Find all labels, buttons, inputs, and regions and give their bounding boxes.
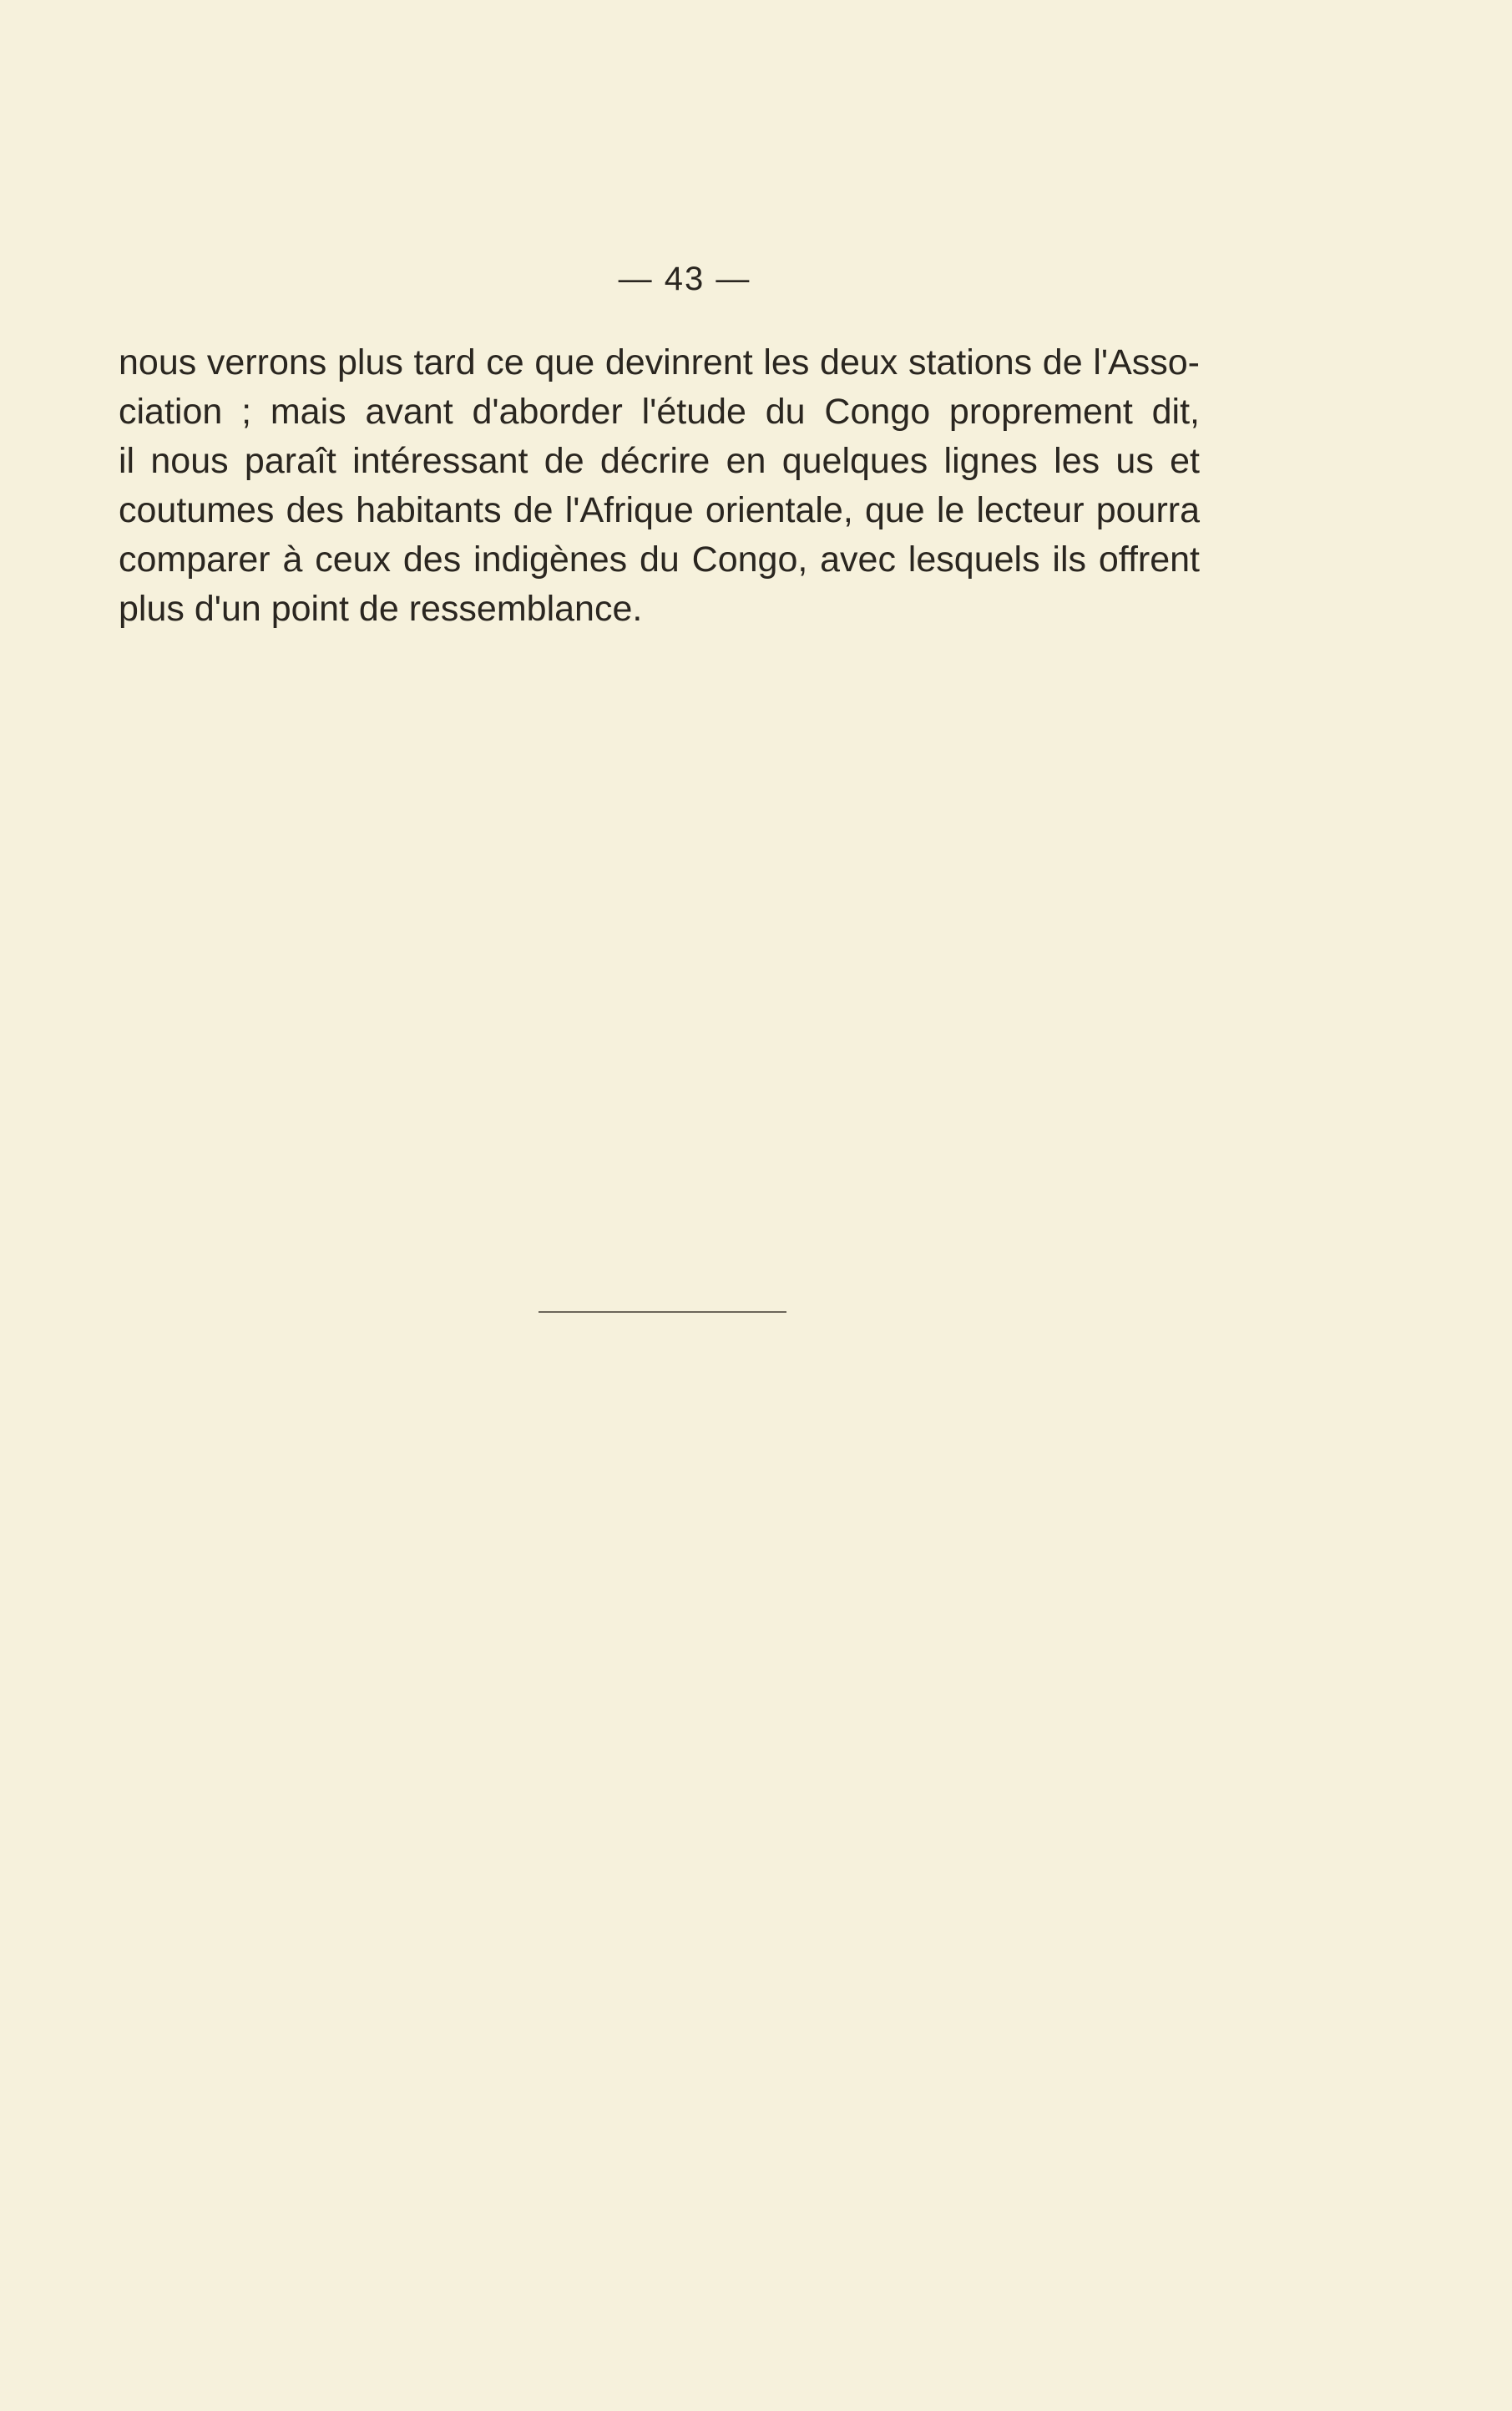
section-divider <box>539 1311 786 1313</box>
text-line: il nous paraît intéressant de décrire en quelques lignes les us et <box>119 441 1200 481</box>
text-line: comparer à ceux des indigènes du Congo, avec lesquels ils offrent <box>119 539 1200 580</box>
text-line: plus d'un point de ressemblance. <box>119 589 643 629</box>
page-number: — 43 — <box>618 261 751 297</box>
text-line: ciation ; mais avant d'aborder l'étude du Congo proprement dit, <box>119 392 1200 432</box>
text-line: nous verrons plus tard ce que devinrent les deux stations de l'Asso- <box>119 342 1200 382</box>
text-line: coutumes des habitants de l'Afrique orientale, que le lecteur pourra <box>119 490 1200 530</box>
body-paragraph <box>119 338 1200 634</box>
